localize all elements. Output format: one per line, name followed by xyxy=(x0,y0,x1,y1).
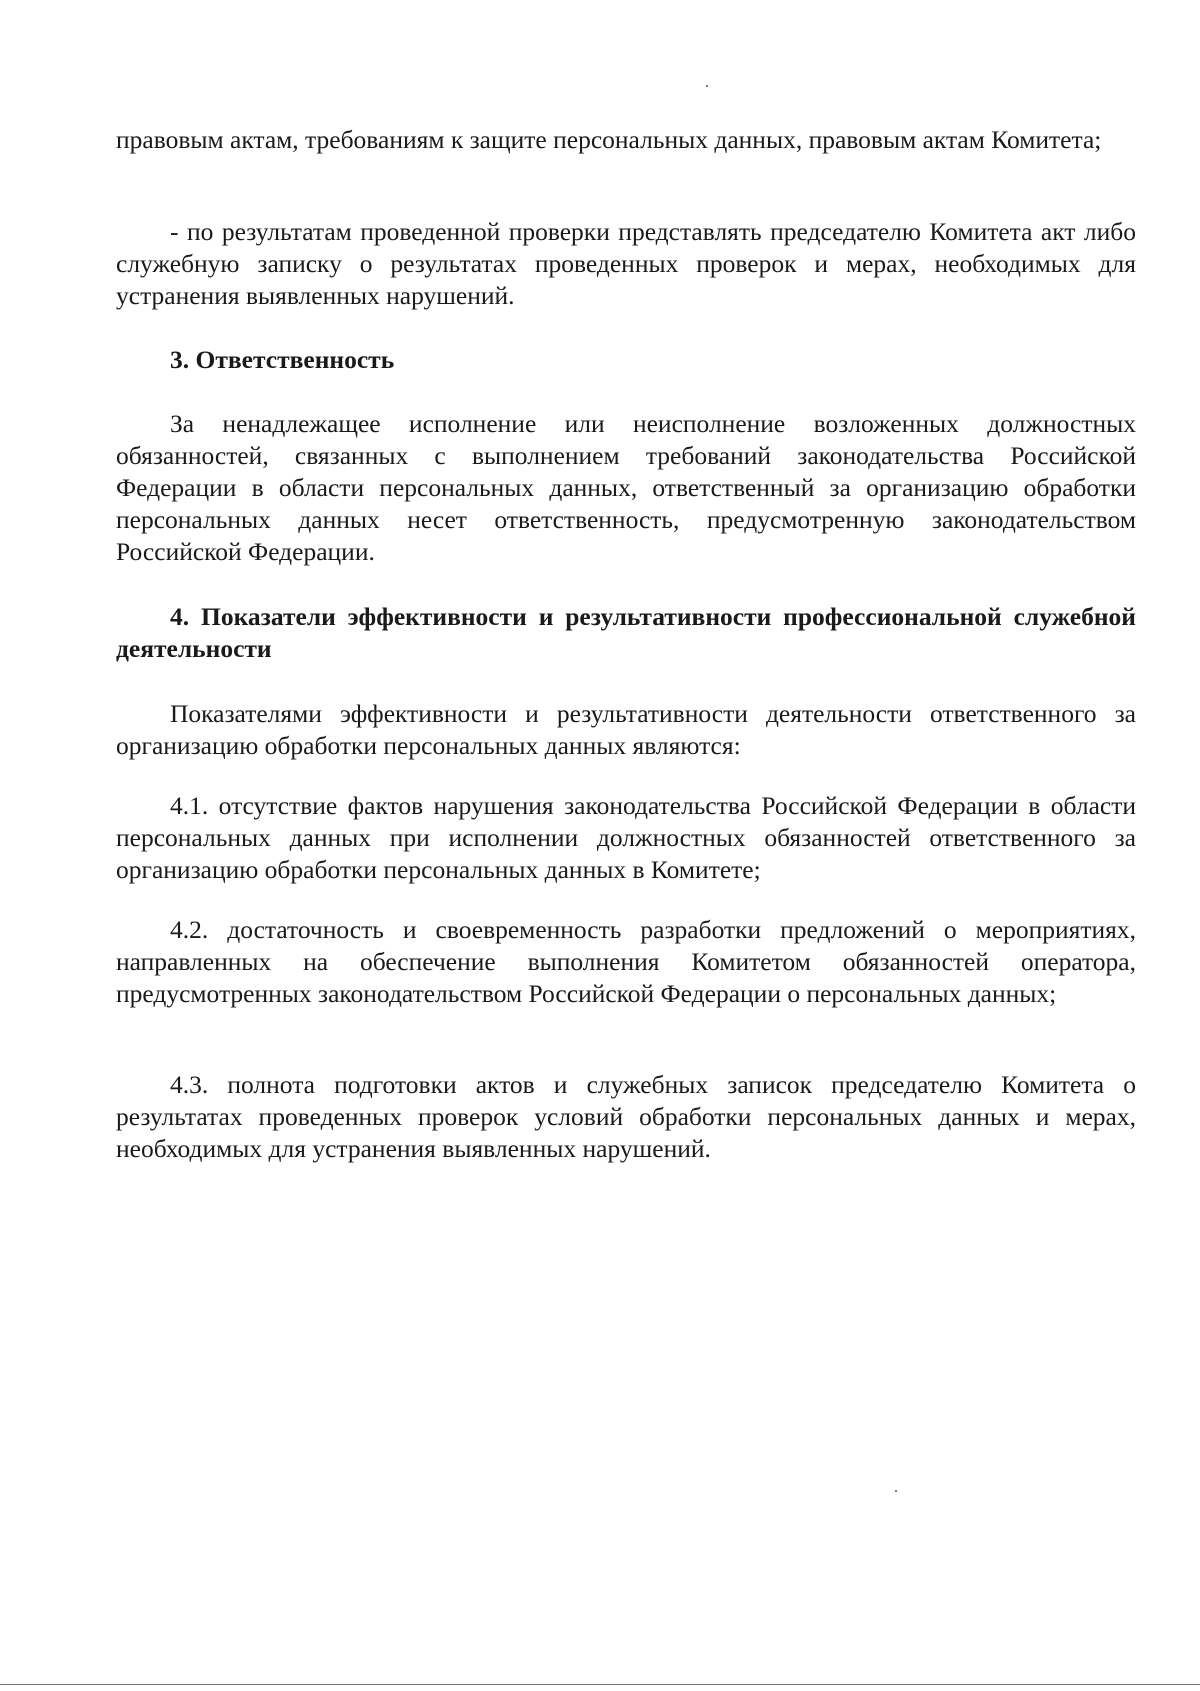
paragraph-report-duty: - по результатам проведенной проверки представлять председателю Комитета акт либо служебную записку о результатах проведенных проверок и мерах, необходимых для устранения выявленных нарушений. xyxy=(116,217,1136,310)
paragraph-indicator-4-1: 4.1. отсутствие фактов нарушения законодательства Российской Федерации в области персональных данных при исполнении должностных обязанностей ответственного за организацию обработки персональных данных в Комитете; xyxy=(116,791,1136,884)
section-heading-indicators: 4. Показатели эффективности и результативности профессиональной служебной деятельности xyxy=(116,602,1136,663)
paragraph-indicator-4-3: 4.3. полнота подготовки актов и служебных записок председателю Комитета о результатах проведенных проверок условий обработки персональных данных и мерах, необходимых для устранения выявленных нарушений. xyxy=(116,1070,1136,1163)
paragraph-indicator-4-2: 4.2. достаточность и своевременность разработки предложений о мероприятиях, направленных на обеспечение выполнения Комитетом обязанностей оператора, предусмотренных законодательством Российской Федерации о персональных данных; xyxy=(116,915,1136,1008)
scan-speck xyxy=(706,85,708,87)
paragraph-indicators-intro: Показателями эффективности и результативности деятельности ответственного за организацию обработки персональных данных являются: xyxy=(116,699,1136,760)
scan-edge-line xyxy=(0,1684,1200,1685)
section-heading-responsibility: 3. Ответственность xyxy=(170,345,395,374)
paragraph-responsibility: За ненадлежащее исполнение или неисполнение возложенных должностных обязанностей, связанных с выполнением требований законодательства Российской Федерации в области персональных данных, ответственный за организацию обработки персональных данных несет ответственность, предусмотренную законодательством Российской Федерации. xyxy=(116,409,1136,566)
paragraph-continuation: правовым актам, требованиям к защите персональных данных, правовым актам Комитета; xyxy=(116,125,1102,154)
scan-speck xyxy=(895,1490,897,1492)
